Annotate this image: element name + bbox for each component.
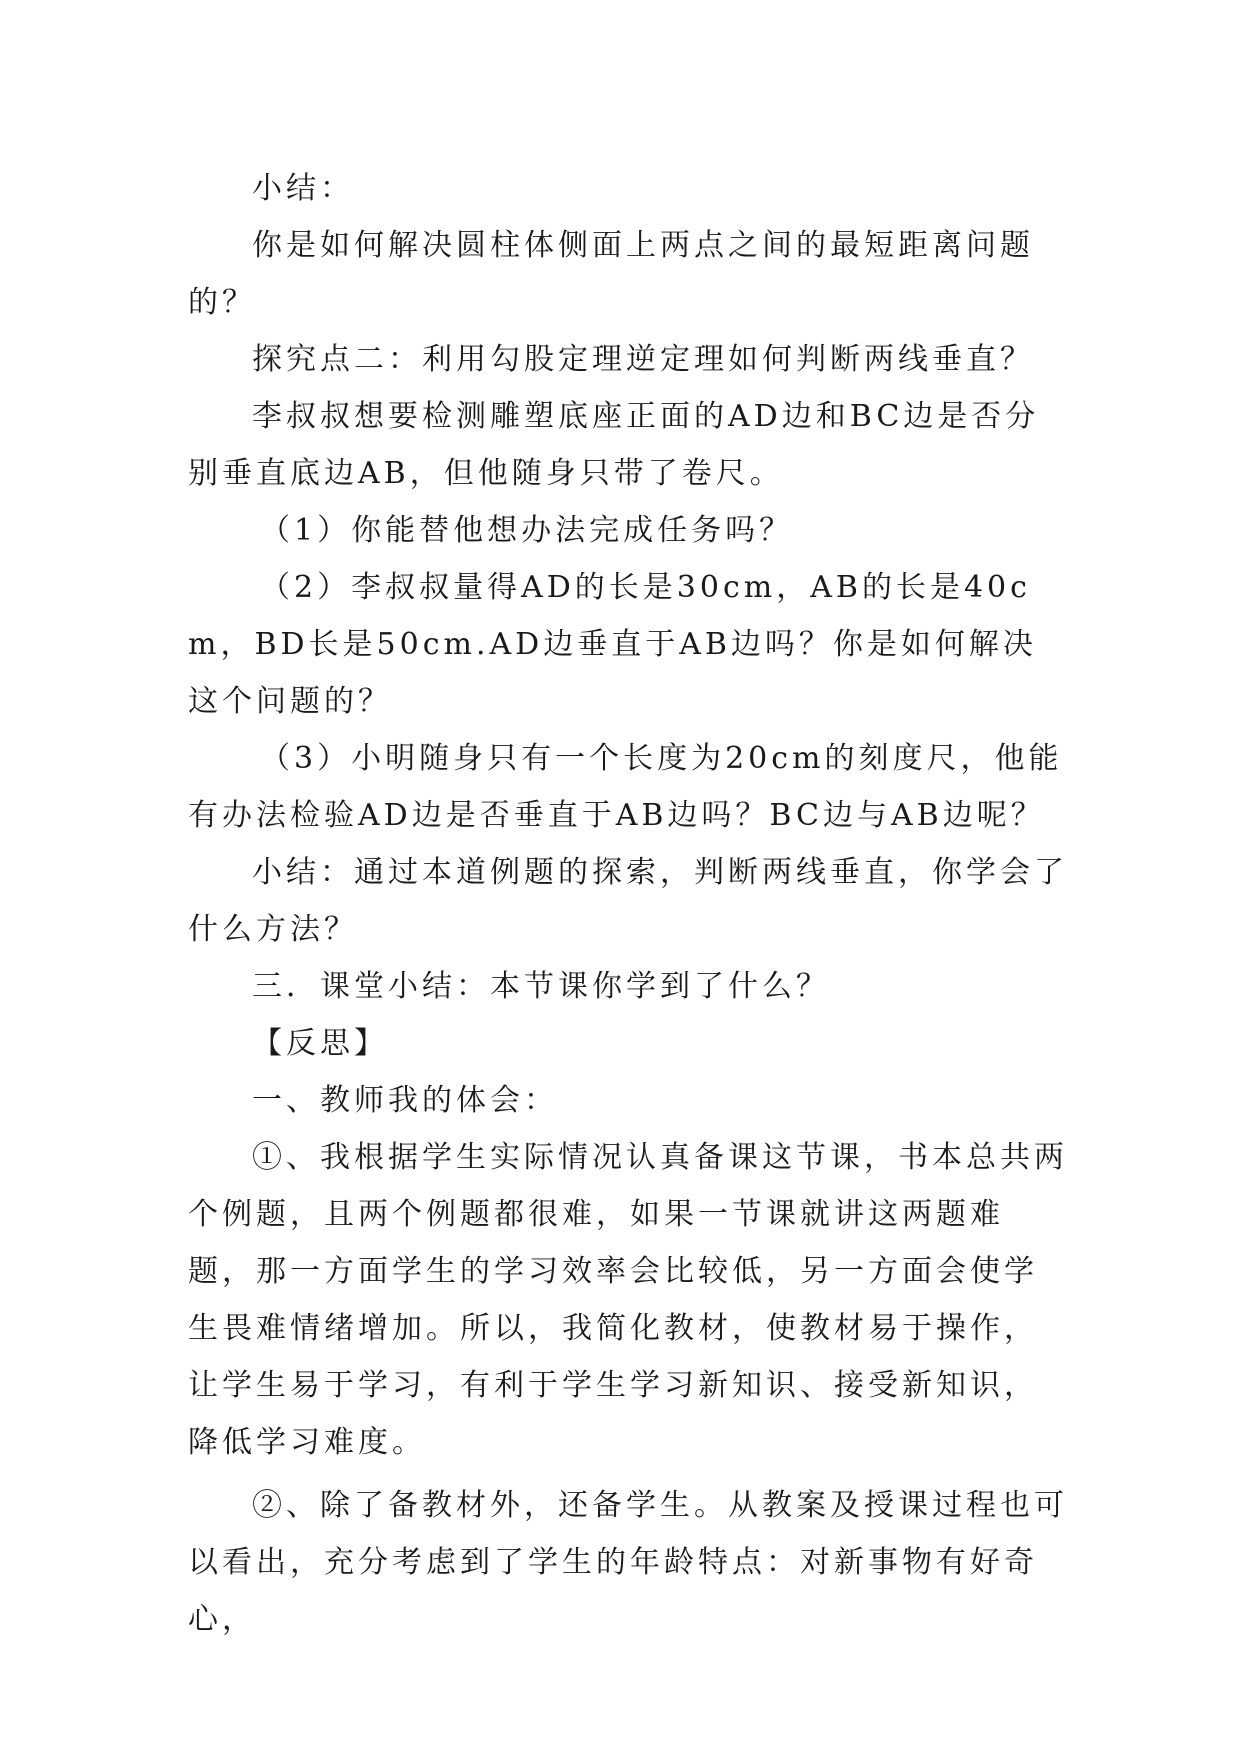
reflection-heading: 【反思】 <box>252 1026 388 1061</box>
summary-heading-1: 小结： <box>252 171 354 206</box>
experience-item-1: ①、我根据学生实际情况认真备课这节课，书本总共两个例题，且两个例题都很难，如果一节课就讲这两题难题，那一方面学生的学习效率会比较低，另一方面会使学生畏难情绪增加。所以，我简化教材，使教材易于操作，让学生易于学习，有利于学生学习新知识、接受新知识，降低学习难度。 <box>188 1140 1068 1460</box>
teacher-experience-heading: 一、教师我的体会： <box>252 1083 558 1118</box>
summary-question-1: 你是如何解决圆柱体侧面上两点之间的最短距离问题的？ <box>188 228 1034 320</box>
experience-item-2: ②、除了备教材外，还备学生。从教案及授课过程也可以看出，充分考虑到了学生的年龄特点：对新事物有好奇心， <box>188 1488 1068 1637</box>
question-1: （1）你能替他想办法完成任务吗？ <box>260 513 794 548</box>
class-summary: 三．课堂小结：本节课你学到了什么？ <box>252 969 830 1004</box>
question-2: （2）李叔叔量得AD的长是30cm，AB的长是40cm，BD长是50cm.AD边垂直于AB边吗？你是如何解决这个问题的？ <box>188 570 1037 719</box>
explore-point-two: 探究点二：利用勾股定理逆定理如何判断两线垂直？ <box>252 342 1034 377</box>
document-body <box>188 160 1068 1648</box>
question-3: （3）小明随身只有一个长度为20cm的刻度尺，他能有办法检验AD边是否垂直于AB边吗？BC边与AB边呢？ <box>188 741 1063 833</box>
problem-statement: 李叔叔想要检测雕塑底座正面的AD边和BC边是否分别垂直底边AB，但他随身只带了卷尺。 <box>188 399 1040 491</box>
summary-2: 小结：通过本道例题的探索，判断两线垂直，你学会了什么方法？ <box>188 855 1068 947</box>
